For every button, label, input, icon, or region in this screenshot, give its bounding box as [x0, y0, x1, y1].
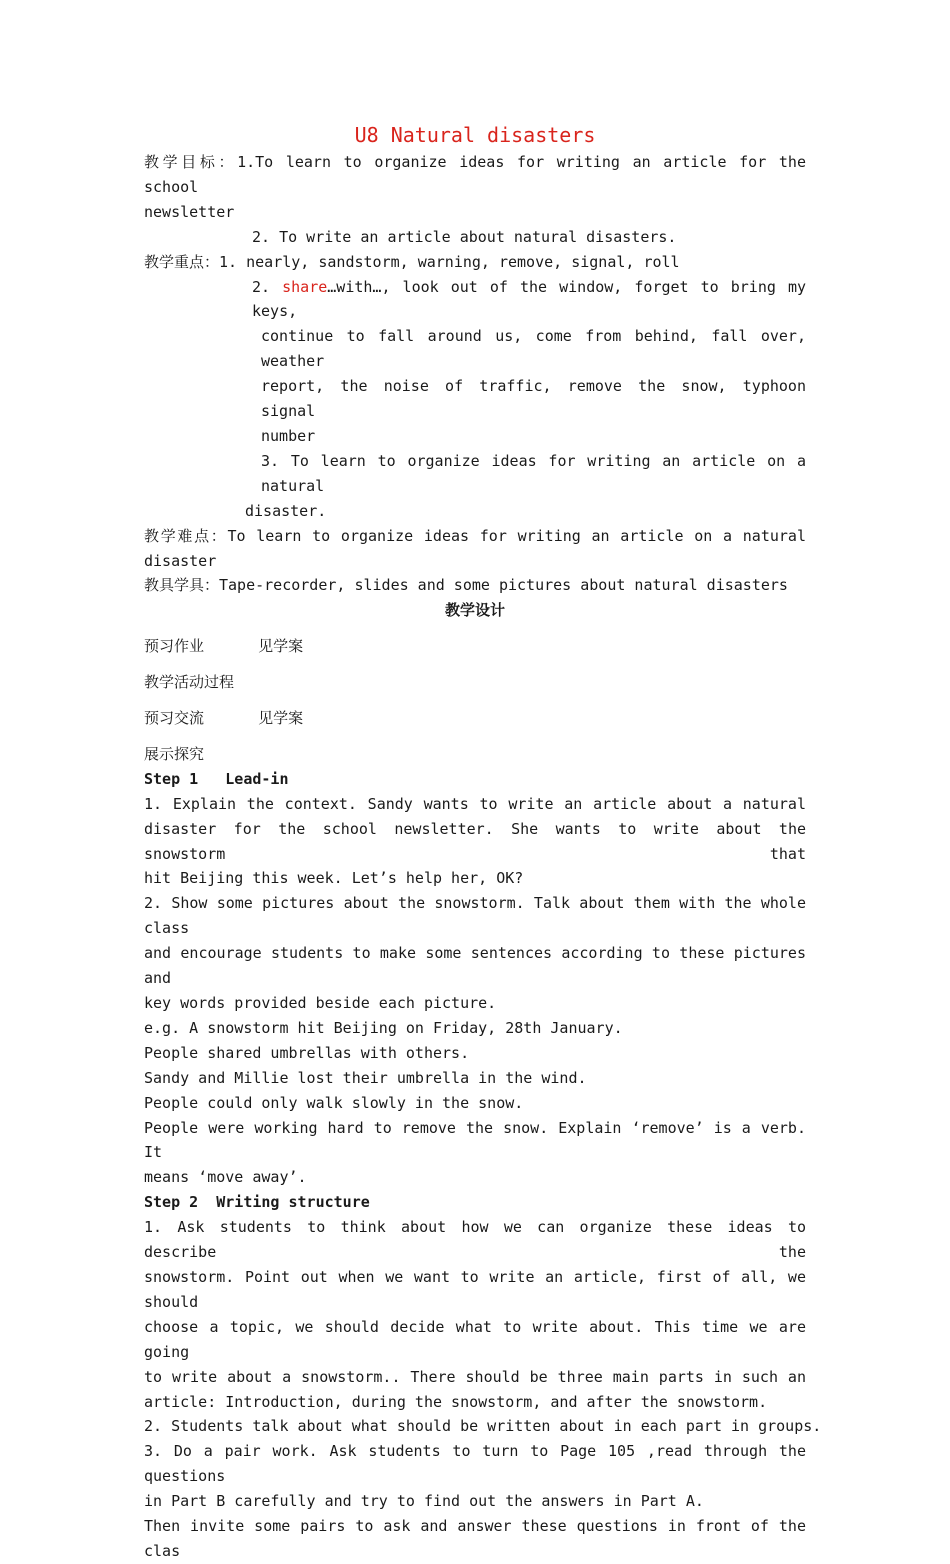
step2-p1-line: 1. Ask students to think about how we can organize these ideas to describe the — [144, 1218, 806, 1262]
key-points-line-6: 3. To learn to organize ideas for writing an article on a natural — [261, 451, 806, 495]
key-points-label: 教学重点： — [144, 252, 220, 271]
step1-example: People shared umbrellas with others. — [144, 1043, 470, 1062]
key-points-line-3: continue to fall around us, come from behind, fall over, weather — [261, 327, 806, 371]
step2-p2-line: 2. Students talk about what should be written about in each part in groups. — [144, 1417, 822, 1436]
preview-homework: 预习作业 见学案 — [144, 637, 304, 656]
objectives-text-1: 1.To learn to organize ideas for writing an article for the school — [144, 153, 806, 196]
step1-example: People could only walk slowly in the snow. — [144, 1093, 524, 1112]
page-title: U8 Natural disasters — [354, 123, 596, 147]
step1-p3-line: People were working hard to remove the snow. Explain ‘remove’ is a verb. It — [144, 1118, 806, 1162]
step1-p3-line: means ‘move away’. — [144, 1168, 307, 1187]
difficulties-line-1: 教学难点：To learn to organize ideas for writing an article on a natural — [144, 526, 806, 545]
key-points-line-7: disaster. — [245, 501, 327, 520]
step1-heading: Step 1 Lead-in — [144, 769, 289, 788]
step2-heading: Step 2 Writing structure — [144, 1193, 370, 1212]
step1-p2-line: key words provided beside each picture. — [144, 994, 497, 1012]
objectives-line-1b: newsletter — [144, 202, 235, 221]
step2-p3-line: 3. Do a pair work. Ask students to turn to Page 105 ,read through the questions — [144, 1442, 806, 1486]
teaching-aids: 教具学具：Tape-recorder, slides and some pictures about natural disasters — [144, 576, 788, 595]
preview-exchange: 预习交流 见学案 — [144, 709, 304, 728]
key-points-line-4: report, the noise of traffic, remove the snow, typhoon signal — [261, 377, 806, 421]
step2-p1-line: article: Introduction, during the snowstorm, and after the snowstorm. — [144, 1392, 768, 1411]
display-explore: 展示探究 — [144, 744, 205, 763]
document-page — [144, 120, 822, 1564]
key-points-line-5: number — [261, 426, 316, 445]
key-points-line-2 — [144, 275, 806, 325]
step1-example: e.g. A snowstorm hit Beijing on Friday, 28th January. — [144, 1018, 623, 1037]
key-points-highlight: share — [282, 277, 328, 296]
design-heading: 教学设计 — [444, 601, 505, 620]
step1-p1-line: disaster for the school newsletter. She wants to write about the snowstorm that — [144, 819, 806, 863]
key-points-text-1: 1. nearly, sandstorm, warning, remove, signal, roll — [219, 252, 680, 271]
activity-process: 教学活动过程 — [144, 673, 235, 692]
objectives-line-1 — [144, 150, 806, 200]
key-points-text-2: …with…, look out of the window, forget to bring my keys, — [252, 277, 807, 321]
difficulties-line-2: disaster — [144, 551, 217, 570]
step2-p1-line: choose a topic, we should decide what to write about. This time we are going — [144, 1317, 806, 1361]
step2-p1-line: snowstorm. Point out when we want to write an article, first of all, we should — [144, 1267, 806, 1311]
objectives-line-2: 2. To write an article about natural disasters. — [252, 227, 677, 246]
step1-p2-line: 2. Show some pictures about the snowstorm. Talk about them with the whole class — [144, 894, 806, 938]
key-points-line-1 — [144, 250, 806, 275]
objectives-label: 教学目标： — [144, 153, 238, 171]
key-points-num-2: 2. — [252, 277, 283, 296]
step2-p3-line: in Part B carefully and try to find out the answers in Part A. — [144, 1492, 704, 1511]
step2-p1-line: to write about a snowstorm.. There should be three main parts in such an — [144, 1367, 806, 1386]
step1-example: Sandy and Millie lost their umbrella in the wind. — [144, 1068, 587, 1087]
step1-p1-line: hit Beijing this week. Let’s help her, OK? — [144, 869, 524, 888]
step1-p2-line: and encourage students to make some sentences according to these pictures and — [144, 944, 806, 988]
step1-p1-line: 1. Explain the context. Sandy wants to write an article about a natural — [144, 794, 806, 813]
step2-p3-line: Then invite some pairs to ask and answer these questions in front of the clas — [144, 1517, 806, 1560]
